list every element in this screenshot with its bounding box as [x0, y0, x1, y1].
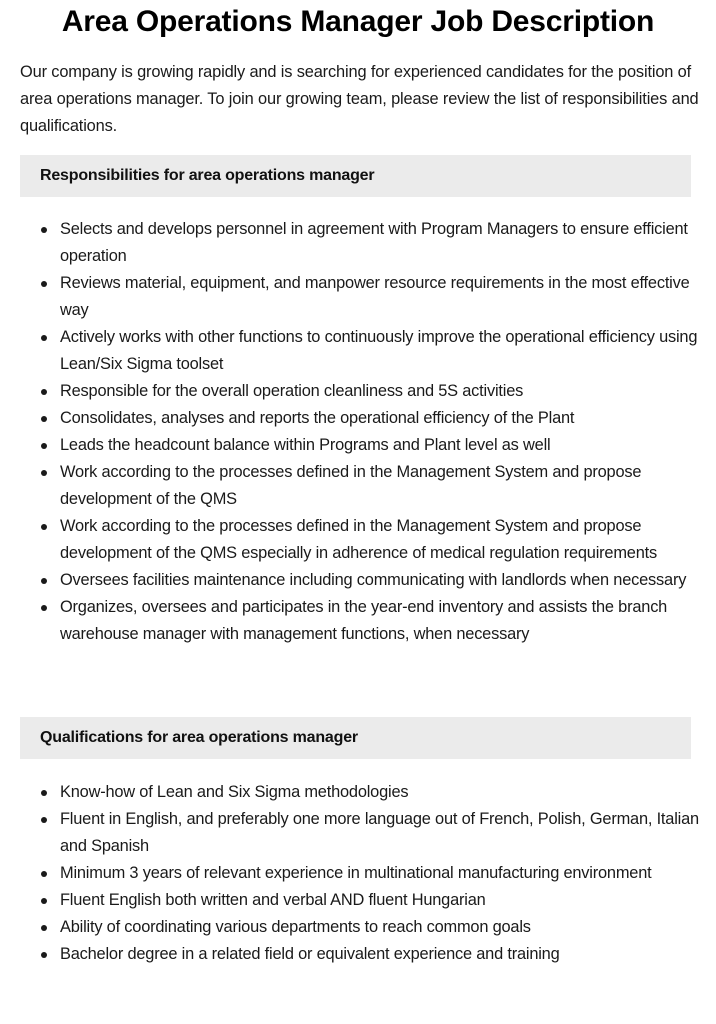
- list-item-text: Consolidates, analyses and reports the operational efficiency of the Plant: [60, 409, 575, 427]
- bullet-icon: [41, 790, 47, 796]
- list-item-text: Responsible for the overall operation cleanliness and 5S activities: [60, 382, 524, 400]
- list-item: [60, 779, 700, 806]
- list-item: [60, 270, 700, 324]
- intro-paragraph: Our company is growing rapidly and is searching for experienced candidates for the position of area operations manager. To join our growing team, please review the list of responsibilities and qualifications.: [20, 63, 699, 135]
- bullet-icon: [41, 227, 47, 233]
- list-item: [60, 513, 700, 567]
- responsibilities-header: Responsibilities for area operations manager: [20, 155, 691, 197]
- list-item: [60, 914, 700, 941]
- bullet-icon: [41, 578, 47, 584]
- list-item: [60, 941, 700, 968]
- bullet-icon: [41, 605, 47, 611]
- list-item-text: Minimum 3 years of relevant experience in multinational manufacturing environment: [60, 864, 652, 882]
- list-item: [60, 405, 700, 432]
- list-item-text: Know-how of Lean and Six Sigma methodologies: [60, 783, 409, 801]
- bullet-icon: [41, 817, 47, 823]
- list-item: [60, 324, 700, 378]
- list-item: [60, 216, 700, 270]
- list-item-text: Work according to the processes defined in the Management System and propose development of the QMS especially in adherence of medical regulation requirements: [60, 517, 657, 562]
- list-item: [60, 378, 700, 405]
- bullet-icon: [41, 443, 47, 449]
- qualifications-header: Qualifications for area operations manager: [20, 717, 691, 759]
- bullet-icon: [41, 925, 47, 931]
- list-item: [60, 594, 700, 648]
- bullet-icon: [41, 524, 47, 530]
- list-item: [60, 887, 700, 914]
- list-item-text: Actively works with other functions to continuously improve the operational efficiency using Lean/Six Sigma toolset: [60, 328, 698, 373]
- list-item: [60, 860, 700, 887]
- bullet-icon: [41, 470, 47, 476]
- bullet-icon: [41, 416, 47, 422]
- list-item: [60, 567, 700, 594]
- list-item-text: Fluent English both written and verbal AND fluent Hungarian: [60, 891, 486, 909]
- list-item-text: Ability of coordinating various departments to reach common goals: [60, 918, 531, 936]
- list-item-text: Work according to the processes defined in the Management System and propose development of the QMS: [60, 463, 642, 508]
- list-item-text: Leads the headcount balance within Programs and Plant level as well: [60, 436, 551, 454]
- page-title: Area Operations Manager Job Description: [61, 5, 655, 38]
- list-item: [60, 459, 700, 513]
- responsibilities-list: [20, 216, 700, 648]
- bullet-icon: [41, 952, 47, 958]
- list-item-text: Fluent in English, and preferably one more language out of French, Polish, German, Italian and Spanish: [60, 810, 699, 855]
- list-item-text: Organizes, oversees and participates in the year-end inventory and assists the branch warehouse manager with management functions, when necessary: [60, 598, 668, 643]
- bullet-icon: [41, 871, 47, 877]
- qualifications-list: [20, 779, 700, 968]
- bullet-icon: [41, 335, 47, 341]
- list-item-text: Reviews material, equipment, and manpower resource requirements in the most effective way: [60, 274, 690, 319]
- bullet-icon: [41, 281, 47, 287]
- bullet-icon: [41, 389, 47, 395]
- bullet-icon: [41, 898, 47, 904]
- list-item: [60, 806, 700, 860]
- list-item: [60, 432, 700, 459]
- list-item-text: Oversees facilities maintenance including communicating with landlords when necessary: [60, 571, 687, 589]
- list-item-text: Bachelor degree in a related field or equivalent experience and training: [60, 945, 560, 963]
- list-item-text: Selects and develops personnel in agreement with Program Managers to ensure efficient operation: [60, 220, 688, 265]
